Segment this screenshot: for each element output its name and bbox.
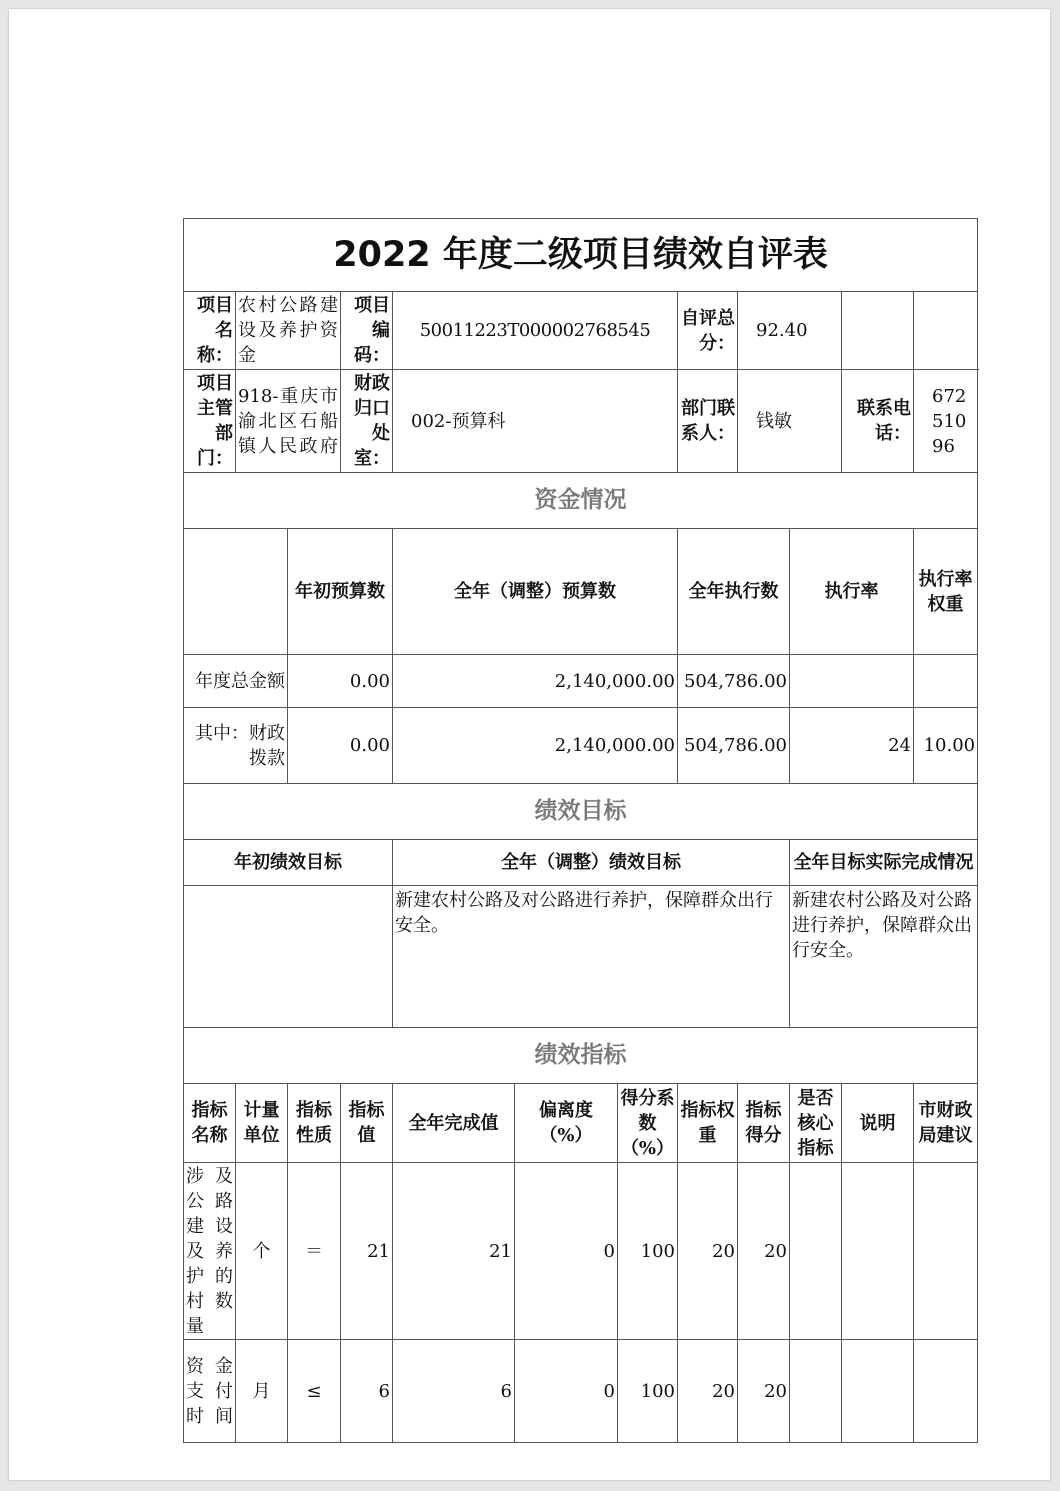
indicator-actual: 6 bbox=[393, 1340, 515, 1443]
funds-header-adjusted: 全年（调整）预算数 bbox=[393, 529, 678, 655]
self-score: 92.40 bbox=[738, 292, 842, 370]
self-evaluation-form bbox=[183, 218, 978, 1443]
indicator-row bbox=[184, 1163, 978, 1340]
ind-header-weight: 指标权重 bbox=[678, 1084, 738, 1163]
funds-executed: 504,786.00 bbox=[678, 655, 790, 708]
section-goals-title: 绩效目标 bbox=[184, 784, 978, 840]
funds-header-initial: 年初预算数 bbox=[288, 529, 393, 655]
project-code: 50011223T000002768545 bbox=[393, 292, 678, 370]
indicator-nature: ≤ bbox=[288, 1340, 341, 1443]
indicator-value: 21 bbox=[341, 1163, 393, 1340]
ind-header-coef: 得分系数（%） bbox=[618, 1084, 678, 1163]
ind-header-core: 是否核心指标 bbox=[790, 1084, 842, 1163]
ind-header-actual: 全年完成值 bbox=[393, 1084, 515, 1163]
goals-header-actual: 全年目标实际完成情况 bbox=[790, 840, 978, 886]
funds-rate: 24 bbox=[790, 708, 914, 784]
indicator-deviation: 0 bbox=[515, 1340, 618, 1443]
ind-header-unit: 计量单位 bbox=[236, 1084, 288, 1163]
indicator-advice bbox=[914, 1163, 978, 1340]
goals-initial bbox=[184, 886, 393, 1028]
ind-header-nature: 指标性质 bbox=[288, 1084, 341, 1163]
ind-header-name: 指标名称 bbox=[184, 1084, 236, 1163]
phone-label: 联系电话： bbox=[842, 370, 914, 473]
form-title: 2022 年度二级项目绩效自评表 bbox=[184, 219, 978, 292]
goals-header-initial: 年初绩效目标 bbox=[184, 840, 393, 886]
funds-initial: 0.00 bbox=[288, 655, 393, 708]
indicator-core bbox=[790, 1163, 842, 1340]
funds-weight bbox=[914, 655, 978, 708]
indicator-deviation: 0 bbox=[515, 1163, 618, 1340]
indicator-note bbox=[842, 1340, 914, 1443]
phone: 67251096 bbox=[914, 370, 978, 473]
section-indicators-title: 绩效指标 bbox=[184, 1028, 978, 1084]
finance-office: 002-预算科 bbox=[393, 370, 678, 473]
goals-adjusted: 新建农村公路及对公路进行养护，保障群众出行安全。 bbox=[393, 886, 790, 1028]
funds-adjusted: 2,140,000.00 bbox=[393, 708, 678, 784]
ind-header-advice: 市财政局建议 bbox=[914, 1084, 978, 1163]
empty-cell bbox=[842, 292, 914, 370]
indicator-unit: 个 bbox=[236, 1163, 288, 1340]
funds-adjusted: 2,140,000.00 bbox=[393, 655, 678, 708]
funds-header-rate: 执行率 bbox=[790, 529, 914, 655]
contact: 钱敏 bbox=[738, 370, 842, 473]
indicator-advice bbox=[914, 1340, 978, 1443]
project-code-label: 项目编码： bbox=[341, 292, 393, 370]
indicator-core bbox=[790, 1340, 842, 1443]
project-name: 农村公路建设及养护资金 bbox=[236, 292, 341, 370]
indicator-name: 资金支付时间 bbox=[184, 1340, 236, 1443]
funds-header-executed: 全年执行数 bbox=[678, 529, 790, 655]
indicator-weight: 20 bbox=[678, 1340, 738, 1443]
ind-header-score: 指标得分 bbox=[738, 1084, 790, 1163]
indicator-coef: 100 bbox=[618, 1163, 678, 1340]
empty-cell bbox=[184, 529, 288, 655]
self-score-label: 自评总分： bbox=[678, 292, 738, 370]
finance-office-label: 财政归口处室： bbox=[341, 370, 393, 473]
indicator-score: 20 bbox=[738, 1340, 790, 1443]
ind-header-value: 指标值 bbox=[341, 1084, 393, 1163]
dept: 918-重庆市渝北区石船镇人民政府 bbox=[236, 370, 341, 473]
goals-actual: 新建农村公路及对公路进行养护，保障群众出行安全。 bbox=[790, 886, 978, 1028]
section-funds-title: 资金情况 bbox=[184, 473, 978, 529]
document-page bbox=[9, 9, 1050, 1480]
goals-header-adjusted: 全年（调整）绩效目标 bbox=[393, 840, 790, 886]
ind-header-deviation: 偏离度（%） bbox=[515, 1084, 618, 1163]
funds-row-label: 年度总金额 bbox=[184, 655, 288, 708]
indicator-row bbox=[184, 1340, 978, 1443]
project-name-label: 项目名称： bbox=[184, 292, 236, 370]
funds-row bbox=[184, 655, 978, 708]
contact-label: 部门联系人： bbox=[678, 370, 738, 473]
funds-row-label: 其中：财政拨款 bbox=[184, 708, 288, 784]
indicator-unit: 月 bbox=[236, 1340, 288, 1443]
empty-cell bbox=[914, 292, 978, 370]
indicator-note bbox=[842, 1163, 914, 1340]
indicator-actual: 21 bbox=[393, 1163, 515, 1340]
funds-header-weight: 执行率权重 bbox=[914, 529, 978, 655]
funds-initial: 0.00 bbox=[288, 708, 393, 784]
funds-rate bbox=[790, 655, 914, 708]
indicator-nature: ＝ bbox=[288, 1163, 341, 1340]
indicator-score: 20 bbox=[738, 1163, 790, 1340]
funds-row bbox=[184, 708, 978, 784]
indicator-weight: 20 bbox=[678, 1163, 738, 1340]
funds-executed: 504,786.00 bbox=[678, 708, 790, 784]
funds-weight: 10.00 bbox=[914, 708, 978, 784]
indicator-value: 6 bbox=[341, 1340, 393, 1443]
indicator-name: 涉及公路建设及养护的村数量 bbox=[184, 1163, 236, 1340]
ind-header-note: 说明 bbox=[842, 1084, 914, 1163]
dept-label: 项目主管部门： bbox=[184, 370, 236, 473]
indicator-coef: 100 bbox=[618, 1340, 678, 1443]
